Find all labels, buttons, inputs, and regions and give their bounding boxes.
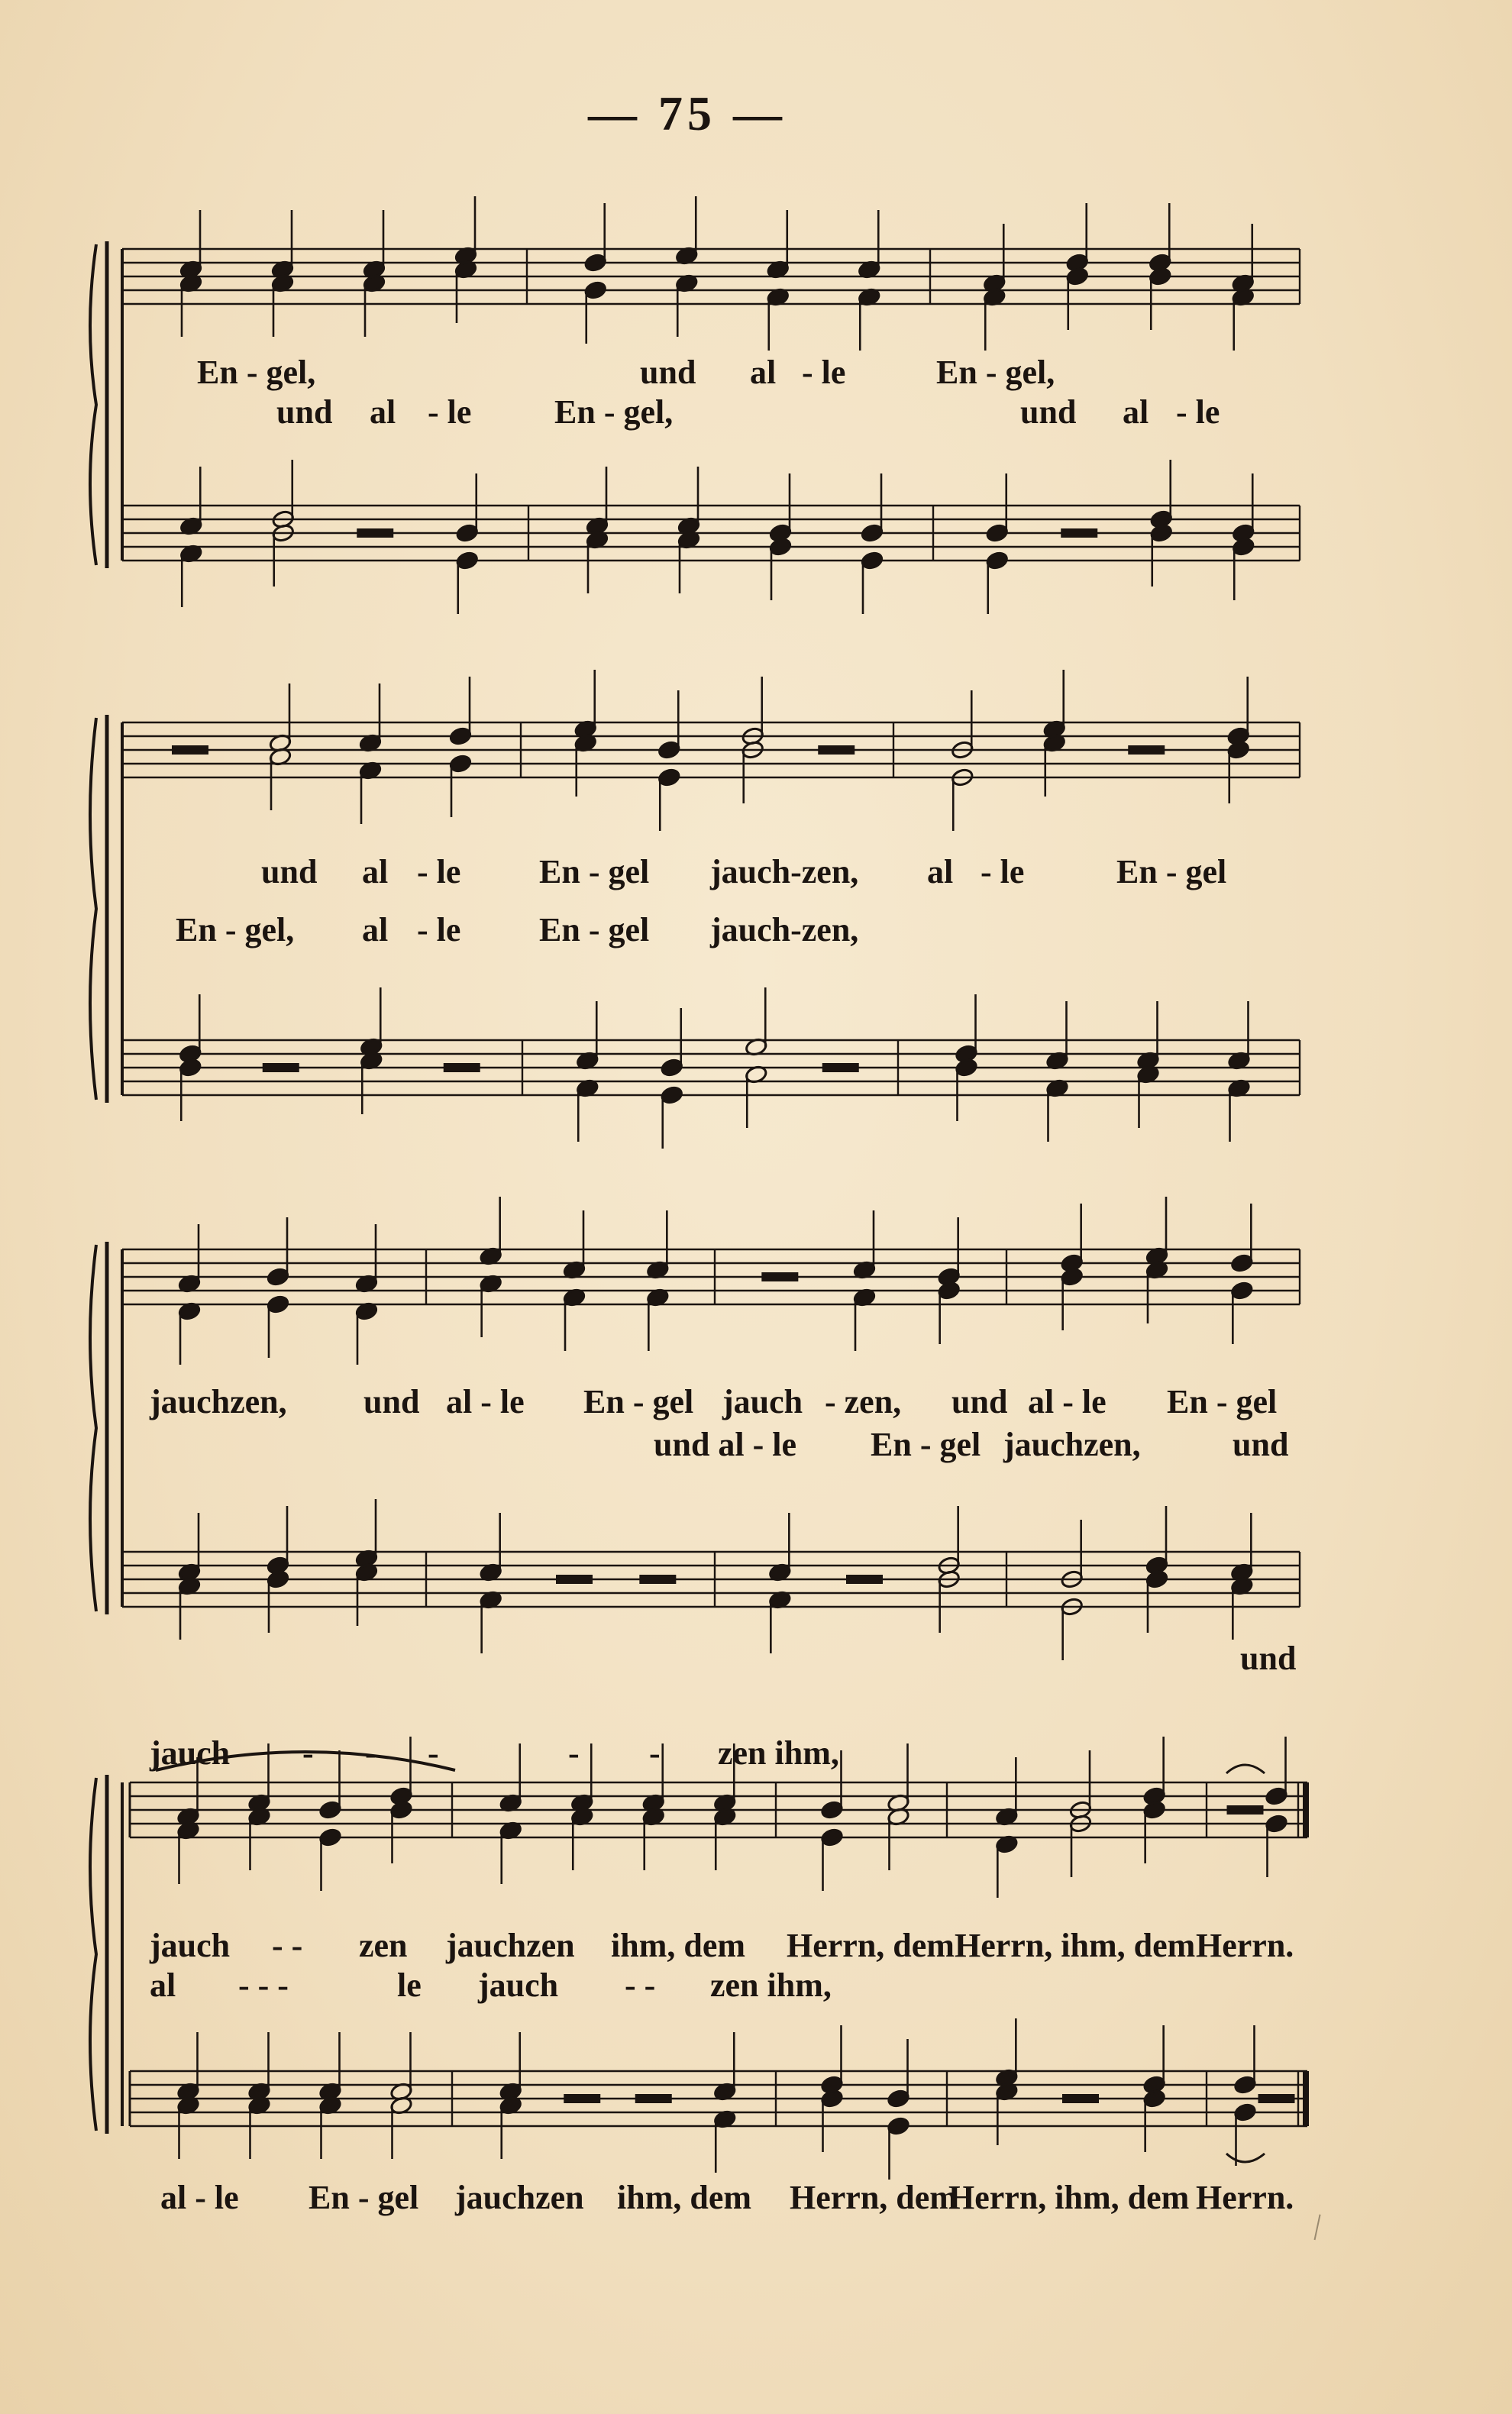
s4-top-6: - <box>649 1734 661 1772</box>
s3-upper-8: al - le <box>1028 1383 1107 1420</box>
s2-lower-4: En - gel <box>539 911 650 948</box>
s4-mid-8: Herrn. <box>1196 1927 1294 1964</box>
s4-treble-final-thick <box>1303 1782 1309 1837</box>
s4-bottom-3: jauchzen <box>455 2179 584 2216</box>
s3-lower-4: und <box>1233 1426 1289 1463</box>
s1-upper-2: und <box>640 354 696 391</box>
fermata-bottom <box>1226 2154 1265 2162</box>
s2-treble-rest <box>1128 745 1165 755</box>
s4-bottom-1: al - le <box>160 2179 239 2216</box>
s1-lower-7: - le <box>1176 393 1220 431</box>
page-dash-left: — <box>588 86 641 141</box>
s1-lower-4: En - gel, <box>554 393 674 431</box>
s4-mid2-6: zen ihm, <box>710 1966 832 2004</box>
s2-upper-1: und <box>261 853 318 890</box>
s4-mid-2: - - <box>272 1927 303 1964</box>
s1-upper-3: al <box>750 354 777 391</box>
s1-lower-1: und <box>276 393 333 431</box>
s4-mid-6: Herrn, dem <box>787 1927 955 1964</box>
s4-mid2-5: - - <box>625 1966 656 2004</box>
s3-upper-5: jauch <box>722 1383 803 1420</box>
s3-lower-3: jauchzen, <box>1003 1426 1141 1463</box>
s3-lower-2: En - gel <box>871 1426 981 1463</box>
s3-bass-rest <box>556 1575 593 1584</box>
s4-mid-7: Herrn, ihm, dem <box>955 1927 1196 1964</box>
s4-bottom-6: Herrn, ihm, dem <box>948 2179 1190 2216</box>
s3-bass-1: und <box>1240 1640 1297 1677</box>
s4-bottom-2: En - gel <box>309 2179 419 2216</box>
s2-upper-6: al <box>927 853 954 890</box>
s2-upper-4: En - gel <box>539 853 650 890</box>
s3-bass-rest <box>846 1575 883 1584</box>
fermata-top <box>1226 1765 1265 1773</box>
s3-upper-9: En - gel <box>1167 1383 1278 1420</box>
s4-top-3: - <box>365 1734 376 1772</box>
s4-top-4: - <box>428 1734 439 1772</box>
s1-upper-1: En - gel, <box>197 354 316 391</box>
s3-upper-3: al - le <box>446 1383 525 1420</box>
s1-lower-5: und <box>1020 393 1077 431</box>
s4-bass-rest <box>635 2094 672 2103</box>
s4-mid2-3: le <box>397 1966 422 2004</box>
s2-treble-rest <box>818 745 855 755</box>
system-brace-3 <box>90 1778 96 2131</box>
s4-bass-rest <box>1258 2094 1295 2103</box>
system-brace-0 <box>90 244 96 565</box>
s4-top-2: - <box>302 1734 314 1772</box>
s4-mid-5: ihm, dem <box>611 1927 745 1964</box>
page-number-value: 75 <box>658 86 716 141</box>
s3-upper-4: En - gel <box>583 1383 694 1420</box>
s2-lower-1: En - gel, <box>176 911 295 948</box>
s2-treble-rest <box>172 745 208 755</box>
s1-lower-2: al <box>370 393 396 431</box>
s2-lower-2: al <box>362 911 389 948</box>
s1-bass-rest <box>1061 528 1097 538</box>
s3-treble-rest <box>761 1272 798 1281</box>
s1-upper-4: - le <box>802 354 846 391</box>
s2-upper-5: jauch-zen, <box>710 853 859 890</box>
s4-treble-rest <box>1227 1805 1264 1815</box>
system-brace-2 <box>90 1245 96 1611</box>
s4-bass-rest <box>1062 2094 1099 2103</box>
s4-mid-1: jauch <box>150 1927 231 1964</box>
s1-lower-3: - le <box>428 393 472 431</box>
page-dash-right: — <box>733 86 787 141</box>
s4-bottom-4: ihm, dem <box>617 2179 751 2216</box>
s4-top-5: - <box>568 1734 580 1772</box>
s2-lower-5: jauch-zen, <box>710 911 859 948</box>
s4-mid2-2: - - - <box>238 1966 289 2004</box>
s4-top-1: jauch <box>150 1734 231 1772</box>
s1-upper-5: En - gel, <box>936 354 1055 391</box>
s3-upper-7: und <box>951 1383 1008 1420</box>
s2-upper-7: - le <box>981 853 1025 890</box>
s4-bass-rest <box>564 2094 600 2103</box>
s4-bottom-7: Herrn. <box>1196 2179 1294 2216</box>
s2-upper-3: - le <box>417 853 461 890</box>
s4-bass-final-thick <box>1303 2071 1309 2126</box>
s1-lower-6: al <box>1123 393 1149 431</box>
system-brace-1 <box>90 718 96 1100</box>
s4-top-7: zen ihm, <box>718 1734 839 1772</box>
s1-bass-rest <box>357 528 393 538</box>
s2-bass-rest <box>444 1063 480 1072</box>
s4-mid2-1: al <box>150 1966 176 2004</box>
s4-mid2-4: jauch <box>478 1966 559 2004</box>
s3-upper-2: und <box>363 1383 420 1420</box>
s2-bass-rest <box>822 1063 859 1072</box>
s2-lower-3: - le <box>417 911 461 948</box>
s2-bass-rest <box>263 1063 299 1072</box>
s2-upper-8: En - gel <box>1116 853 1227 890</box>
s3-lower-1: und al - le <box>654 1426 797 1463</box>
s4-bottom-5: Herrn, dem <box>790 2179 958 2216</box>
s4-mid-3: zen <box>359 1927 408 1964</box>
s4-mid-4: jauchzen <box>446 1927 575 1964</box>
s3-bass-rest <box>639 1575 676 1584</box>
s2-upper-2: al <box>362 853 389 890</box>
s3-upper-6: - zen, <box>825 1383 902 1420</box>
s3-upper-1: jauchzen, <box>150 1383 287 1420</box>
